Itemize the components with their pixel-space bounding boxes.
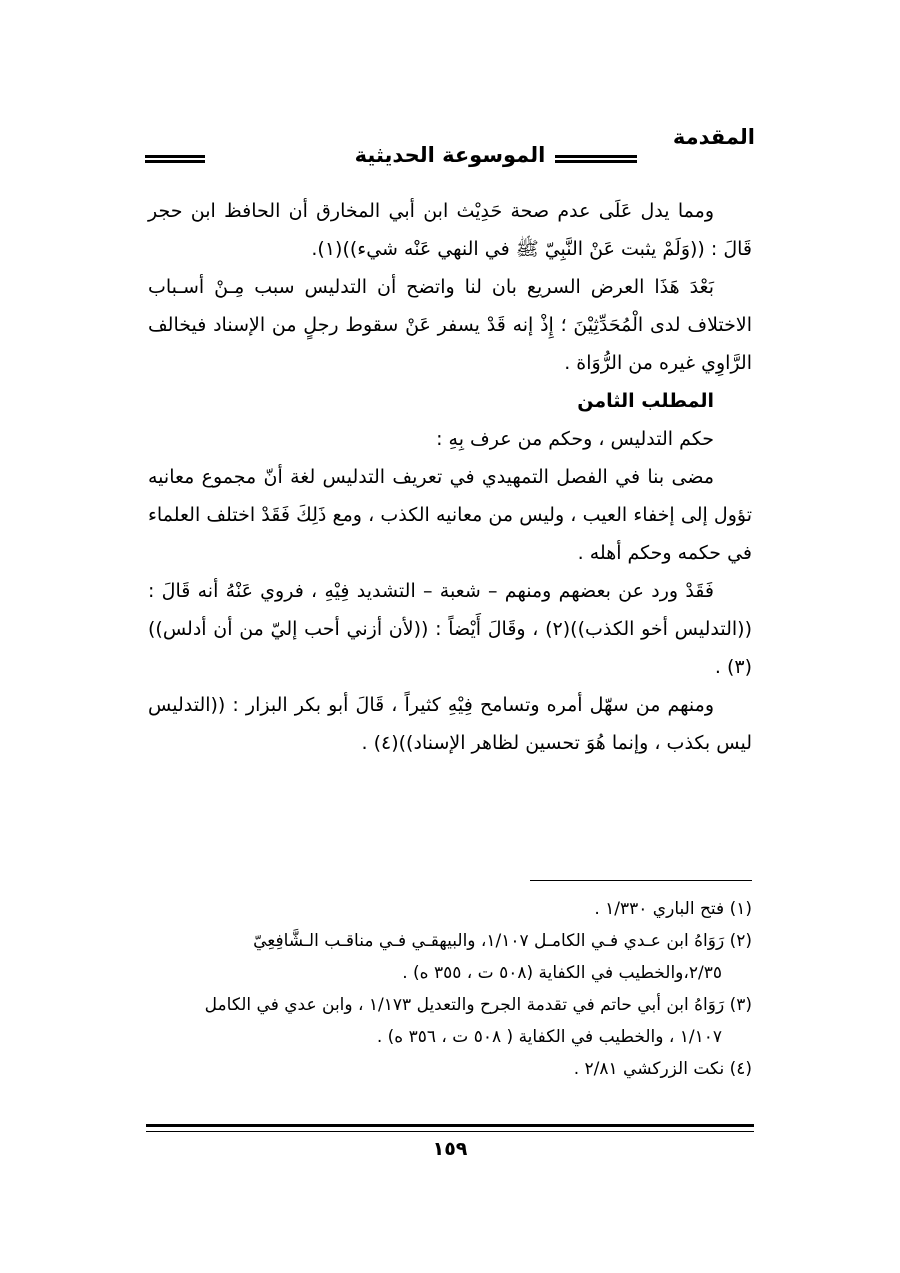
paragraph: فَقَدْ ورد عن بعضهم ومنهم – شعبة – التشديد فِيْهِ ، فروي عَنْهُ أنه قَالَ : ((التدليس أخو الكذب))(٢) ، وقَالَ أَيْضاً : ((لأن أزني أحب إليّ من أن أدلس))(٣) .	[148, 580, 753, 678]
paragraph: مضى بنا في الفصل التمهيدي في تعريف التدليس لغة أنّ مجموع معانيه تؤول إلى إخفاء العيب ، وليس من معانيه الكذب ، ومع ذَلِكَ فَقَدْ اختلف العلماء في حكمه وحكم أهله .	[148, 466, 752, 564]
footnote-2-continued: ٢/٣٥،والخطيب في الكفاية (٥٠٨ ت ، ٣٥٥ ه) .	[402, 963, 722, 983]
paragraph: بَعْدَ هَذَا العرض السريع بان لنا واتضح أن التدليس سبب مِـنْ أسـباب الاختلاف لدى الْمُحَدِّثِيْنَ ؛ إِذْ إنه قَدْ يسفر عَنْ سقوط رجلٍ من الإسناد فيخالف الرَّاوِي غيره من الرُّوَاة .	[148, 276, 752, 374]
header-section-name: المقدمة	[672, 125, 755, 149]
footnote-3-continued: ١/١٠٧ ، والخطيب في الكفاية ( ٥٠٨ ت ، ٣٥٦ ه) .	[376, 1027, 722, 1047]
page-number: ١٥٩	[432, 1138, 468, 1160]
footnote-1: (١) فتح الباري ١/٣٣٠ .	[594, 899, 752, 919]
paragraph: ومما يدل عَلَى عدم صحة حَدِيْث ابن أبي المخارق أن الحافظ ابن حجر قَالَ : ((وَلَمْ يثبت عَنْ النَّبِيّ ﷺ في النهي عَنْه شيء))(١).	[148, 200, 752, 260]
main-text	[148, 192, 752, 762]
paragraph: ومنهم من سهّل أمره وتسامح فِيْهِ كثيراً ، قَالَ أبو بكر البزار : ((التدليس ليس بكذب ، وإنما هُوَ تحسين لظاهر الإسناد))(٤) .	[148, 694, 752, 754]
footer-rule	[146, 1124, 754, 1132]
header-rule-left	[145, 155, 205, 163]
header-book-title: الموسوعة الحديثية	[145, 143, 755, 167]
section-subheading: حكم التدليس ، وحكم من عرف بِهِ :	[436, 428, 714, 450]
footnote-3: (٣) رَوَاهُ ابن أبي حاتم في تقدمة الجرح والتعديل ١/١٧٣ ، وابن عدي في الكامل	[204, 995, 752, 1015]
footnote-4: (٤) نكت الزركشي ٢/٨١ .	[573, 1059, 752, 1079]
running-header	[145, 125, 755, 175]
section-heading: المطلب الثامن	[577, 390, 714, 412]
footnote-separator	[530, 880, 752, 881]
footnotes	[148, 893, 752, 1085]
footnote-2: (٢) رَوَاهُ ابن عـدي فـي الكامـل ١/١٠٧، والبيهقـي فـي مناقـب الـشَّافِعِيّ	[253, 931, 752, 951]
